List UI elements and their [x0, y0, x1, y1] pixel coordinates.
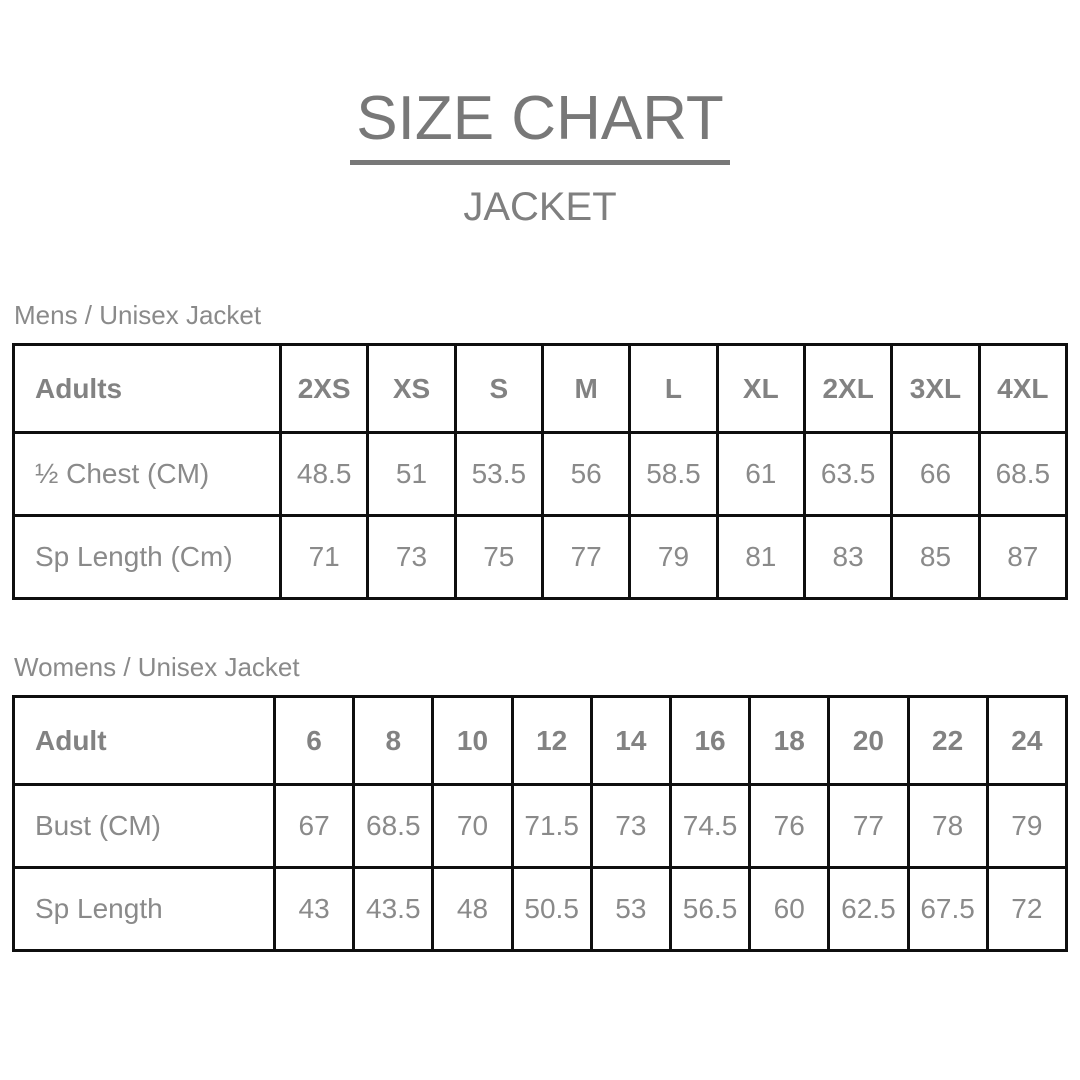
value-cell: 71.5 [512, 785, 591, 868]
size-header-cell: 12 [512, 697, 591, 785]
value-cell: 66 [892, 433, 979, 516]
size-header-cell: L [630, 345, 717, 433]
value-cell: 70 [433, 785, 512, 868]
value-cell: 83 [804, 516, 891, 599]
row-label-cell: Bust (CM) [14, 785, 275, 868]
value-cell: 75 [455, 516, 542, 599]
size-header-cell: 16 [670, 697, 749, 785]
page-title: SIZE CHART [350, 88, 729, 165]
mens-size-table [12, 343, 1068, 600]
value-cell: 50.5 [512, 868, 591, 951]
value-cell: 53.5 [455, 433, 542, 516]
size-header-cell: 6 [275, 697, 354, 785]
value-cell: 62.5 [829, 868, 908, 951]
value-cell: 43 [275, 868, 354, 951]
value-cell: 77 [829, 785, 908, 868]
size-header-cell: S [455, 345, 542, 433]
mens-header-row [14, 345, 1067, 433]
value-cell: 56 [542, 433, 629, 516]
value-cell: 43.5 [354, 868, 433, 951]
value-cell: 72 [987, 868, 1066, 951]
value-cell: 76 [750, 785, 829, 868]
value-cell: 56.5 [670, 868, 749, 951]
value-cell: 77 [542, 516, 629, 599]
size-header-cell: 24 [987, 697, 1066, 785]
womens-header-label-cell: Adult [14, 697, 275, 785]
size-header-cell: 8 [354, 697, 433, 785]
size-header-cell: XL [717, 345, 804, 433]
row-label-cell: Sp Length [14, 868, 275, 951]
value-cell: 58.5 [630, 433, 717, 516]
womens-size-table [12, 695, 1068, 952]
size-header-cell: 4XL [979, 345, 1066, 433]
size-header-cell: M [542, 345, 629, 433]
row-label-cell: ½ Chest (CM) [14, 433, 281, 516]
womens-bust-row [14, 785, 1067, 868]
size-header-cell: 10 [433, 697, 512, 785]
value-cell: 61 [717, 433, 804, 516]
value-cell: 48 [433, 868, 512, 951]
size-header-cell: 20 [829, 697, 908, 785]
row-label-cell: Sp Length (Cm) [14, 516, 281, 599]
section-label-mens: Mens / Unisex Jacket [14, 300, 262, 330]
value-cell: 79 [630, 516, 717, 599]
page-subtitle: JACKET [463, 185, 617, 229]
size-header-cell: 3XL [892, 345, 979, 433]
section-label-womens: Womens / Unisex Jacket [14, 652, 300, 682]
womens-length-row [14, 868, 1067, 951]
value-cell: 51 [368, 433, 455, 516]
size-header-cell: 2XL [804, 345, 891, 433]
value-cell: 81 [717, 516, 804, 599]
size-header-cell: 18 [750, 697, 829, 785]
value-cell: 85 [892, 516, 979, 599]
value-cell: 79 [987, 785, 1066, 868]
value-cell: 60 [750, 868, 829, 951]
value-cell: 78 [908, 785, 987, 868]
value-cell: 73 [368, 516, 455, 599]
value-cell: 87 [979, 516, 1066, 599]
value-cell: 48.5 [281, 433, 368, 516]
value-cell: 74.5 [670, 785, 749, 868]
value-cell: 67 [275, 785, 354, 868]
womens-header-row [14, 697, 1067, 785]
mens-chest-row [14, 433, 1067, 516]
value-cell: 53 [591, 868, 670, 951]
size-header-cell: 14 [591, 697, 670, 785]
mens-length-row [14, 516, 1067, 599]
value-cell: 68.5 [354, 785, 433, 868]
size-header-cell: 2XS [281, 345, 368, 433]
size-header-cell: 22 [908, 697, 987, 785]
size-header-cell: XS [368, 345, 455, 433]
value-cell: 71 [281, 516, 368, 599]
value-cell: 67.5 [908, 868, 987, 951]
value-cell: 73 [591, 785, 670, 868]
value-cell: 68.5 [979, 433, 1066, 516]
mens-header-label-cell: Adults [14, 345, 281, 433]
value-cell: 63.5 [804, 433, 891, 516]
title-block [0, 0, 1080, 165]
